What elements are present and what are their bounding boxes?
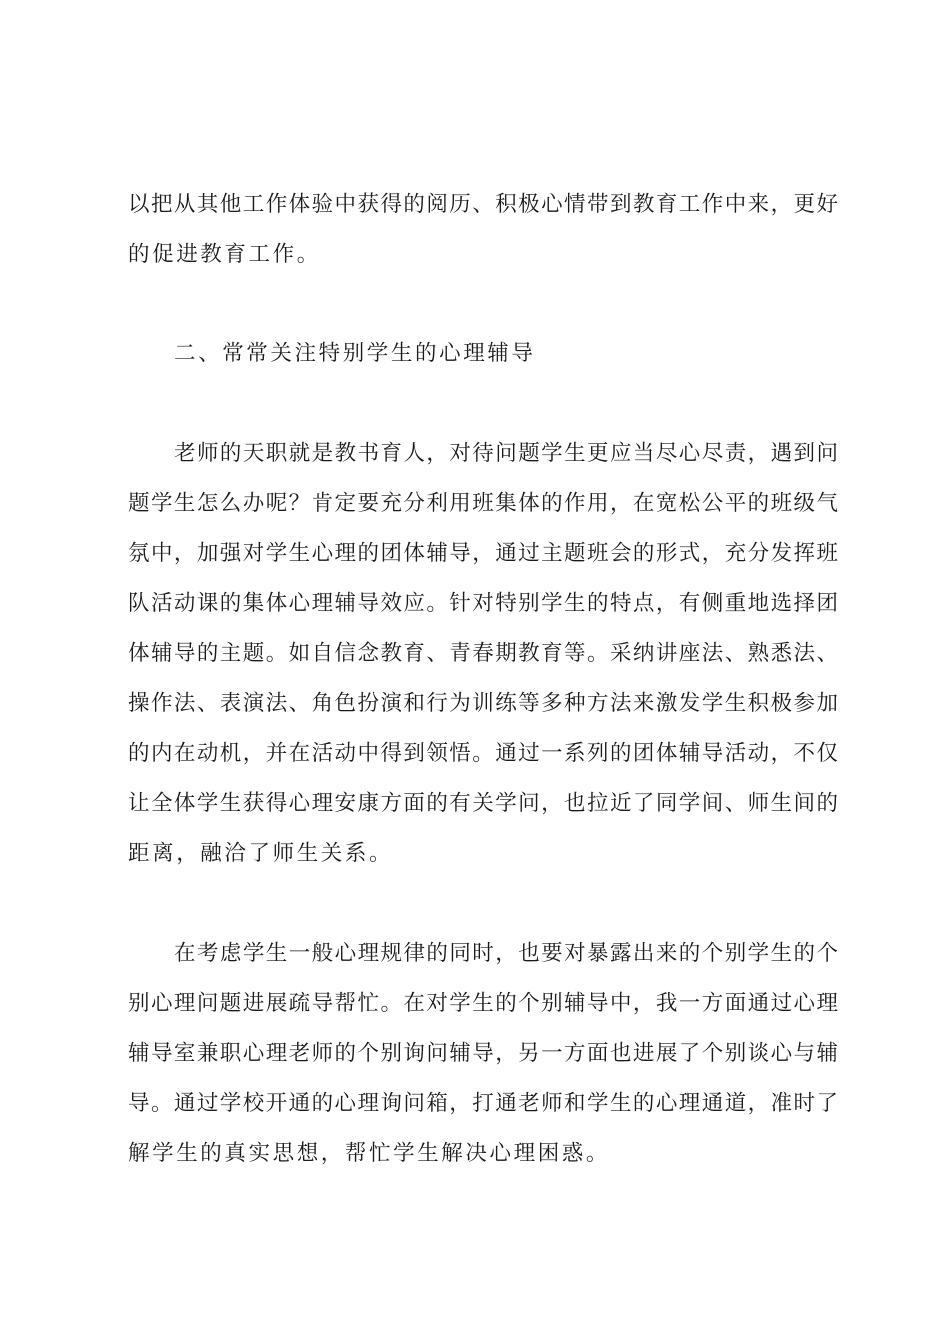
paragraph-line: 体辅导的主题。如自信念教育、青春期教育等。采纳讲座法、熟悉法、 [128, 641, 838, 666]
paragraph-line: 解学生的真实思想，帮忙学生解决心理困惑。 [128, 1141, 611, 1166]
paragraph-line: 的内在动机，并在活动中得到领悟。通过一系列的团体辅导活动，不仅 [128, 741, 838, 766]
paragraph-line: 导。通过学校开通的心理询问箱，打通老师和学生的心理通道，准时了 [128, 1091, 838, 1116]
paragraph-line: 氛中，加强对学生心理的团体辅导，通过主题班会的形式，充分发挥班 [128, 541, 838, 566]
section-heading: 二、常常关注特别学生的心理辅导 [174, 341, 536, 366]
paragraph-line: 的促进教育工作。 [128, 242, 321, 267]
paragraph-line: 别心理问题进展疏导帮忙。在对学生的个别辅导中，我一方面通过心理 [128, 991, 838, 1016]
paragraph-line: 题学生怎么办呢？肯定要充分利用班集体的作用，在宽松公平的班级气 [128, 491, 838, 516]
paragraph-line: 老师的天职就是教书育人，对待问题学生更应当尽心尽责，遇到问 [174, 441, 838, 466]
paragraph-line: 辅导室兼职心理老师的个别询问辅导，另一方面也进展了个别谈心与辅 [128, 1041, 838, 1066]
paragraph-line: 距离，融洽了师生关系。 [128, 841, 394, 866]
paragraph-line: 在考虑学生一般心理规律的同时，也要对暴露出来的个别学生的个 [174, 941, 838, 966]
paragraph-line: 队活动课的集体心理辅导效应。针对特别学生的特点，有侧重地选择团 [128, 591, 838, 616]
paragraph-line: 让全体学生获得心理安康方面的有关学问，也拉近了同学间、师生间的 [128, 791, 838, 816]
paragraph-line: 以把从其他工作体验中获得的阅历、积极心情带到教育工作中来，更好 [128, 192, 838, 217]
paragraph-line: 操作法、表演法、角色扮演和行为训练等多种方法来激发学生积极参加 [128, 691, 838, 716]
